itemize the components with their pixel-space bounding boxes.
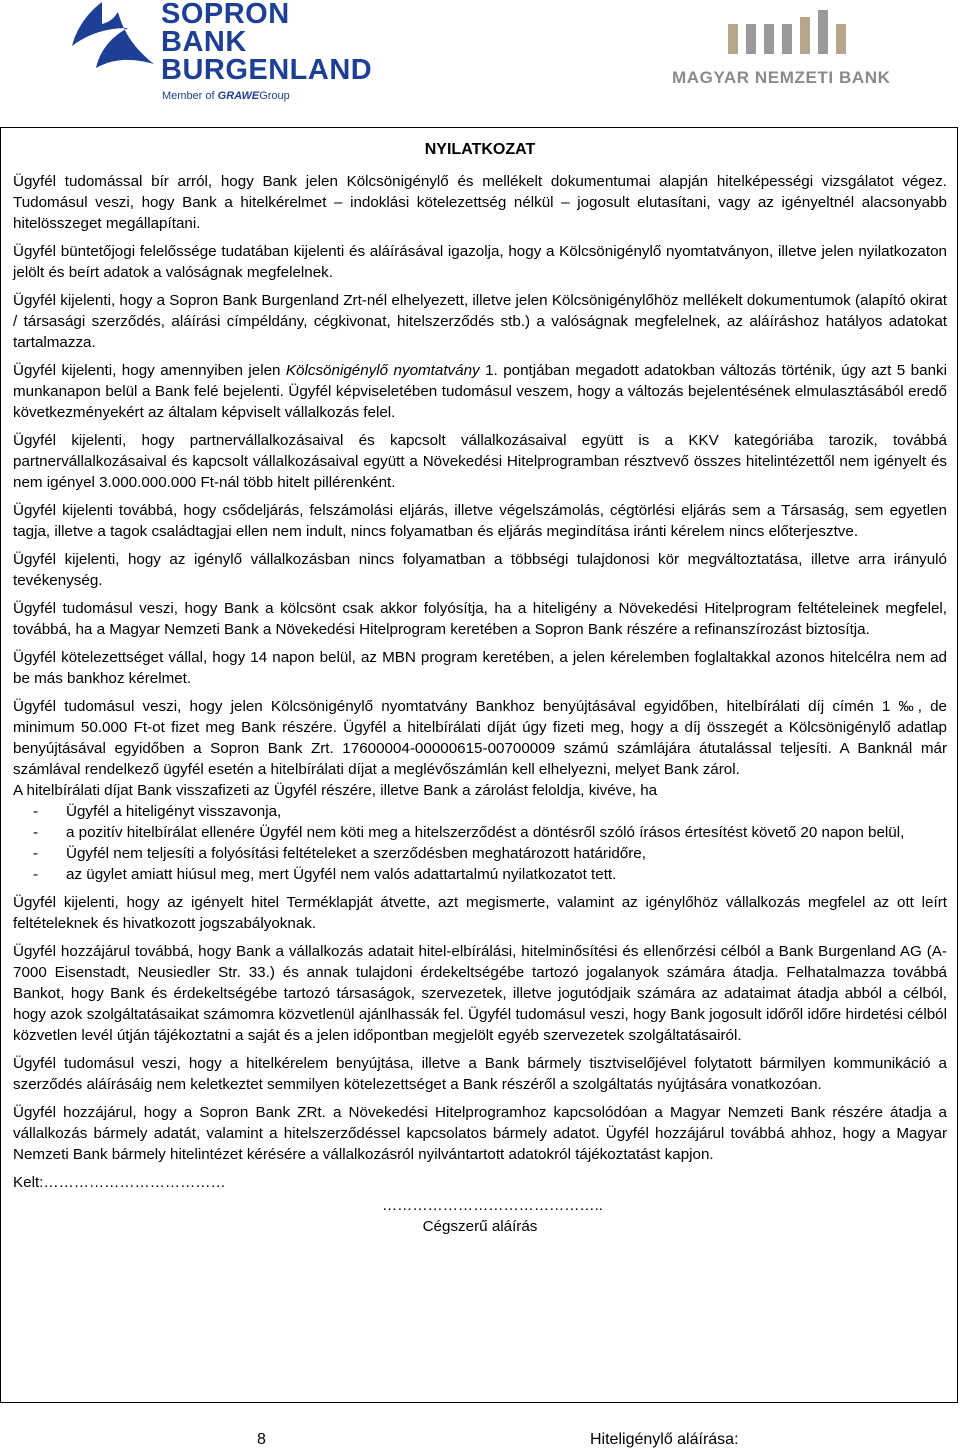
paragraph-product-sheet: Ügyfél kijelenti, hogy az igényelt hitel Terméklapját átvette, azt megismerte, valamint az igénylőhöz vállalkozás megfelel az ott leírt feltételeknek és hivatkozott jogszabályoknak.: [13, 894, 947, 932]
sopron-bank-wordmark: [161, 0, 372, 84]
bullet-dash: -: [33, 845, 39, 862]
logo-line-sopron: SOPRON: [161, 0, 290, 30]
mnb-wordmark: MAGYAR NEMZETI BANK: [672, 68, 891, 87]
mnb-columns-icon: [728, 10, 860, 54]
paragraph-criminal-liability: Ügyfél büntetőjogi felelőssége tudatában kijelenti és aláírásával igazolja, hogy a Kölcsönigénylő nyomtatványon, illetve jelen nyilatkozaton jelölt és beírt adatok a valóságnak megfelelnek.: [13, 243, 947, 281]
date-place-field: Kelt:………………………………: [13, 1174, 226, 1191]
document-title: NYILATKOZAT: [424, 141, 536, 158]
list-item: [13, 801, 947, 822]
exception-text: az ügylet amiatt hiúsul meg, mert Ügyfél nem valós adattartalmú nyilatkozatot tett.: [66, 866, 617, 883]
bullet-dash: -: [33, 866, 39, 883]
signature-line: ……………………………………..: [381, 1197, 604, 1214]
logo-line-burgenland: BURGENLAND: [161, 54, 373, 86]
exception-text: a pozitív hitelbírálat ellenére Ügyfél nem köti meg a hitelszerződést a döntésről szóló írásos értesítést követő 20 napon belül,: [66, 824, 905, 841]
paragraph-fee-refund: A hitelbírálati díjat Bank visszafizeti az Ügyfél részére, illetve Bank a zárolást feloldja, kivéve, ha: [13, 782, 658, 799]
paragraph-kkv-category: Ügyfél kijelenti, hogy partnervállalkozásaival és kapcsolt vállalkozásaival együtt is a KKV kategóriába tarozik, továbbá partnervállalkozásaival és kapcsolt vállalkozásaival együtt a Növekedési Hitelprogramban résztvevő összes hitelintézettől nem igényelt és nem igényel 3.000.000.000 Ft-nál több hitelt pillérenként.: [13, 432, 947, 491]
paragraph-data-transfer: Ügyfél hozzájárul továbbá, hogy Bank a vállalkozás adatait hitel-elbírálási, hitelminősítési és ellenőrzési célból a Bank Burgenland AG (A-7000 Eisenstadt, Neusiedler Str. 33.) és annak tulajdoni érdekeltségébe tartozó jogalanyok számára átadja. Felhatalmazza továbbá Bankot, hogy Bank és érdekeltségébe tartozó társaságok, szervezetek, illetve jogutódjaik számára az adataimat átadja abból a célból, hogy azok szolgáltatásaikat számomra közvetlenül ajánlhassák fel. Ügyfél tudomásul veszi, hogy Bank jogosult időről időre hirdetési célból közvetlen levél útján tájékoztatni a saját és a jelen időpontban megjelölt egyéb szervezetek szolgáltatásairól.: [13, 943, 947, 1044]
company-signature-label: Cégszerű aláírás: [422, 1218, 538, 1235]
exception-text: Ügyfél nem teljesíti a folyósítási feltételeket a szerződésben meghatározott határidőre,: [66, 845, 646, 862]
paragraph-insolvency: Ügyfél kijelenti továbbá, hogy csődeljárás, felszámolási eljárás, illetve végelszámolás, cégtörlési eljárás sem a Társaság, sem egyetlen tagja, illetve a tagok családtagjai ellen nem indult, nincs folyamatban és eljárás megindítása iránti kérelem nincs előterjesztve.: [13, 502, 947, 540]
list-item: [13, 864, 947, 885]
member-group: GRAWE: [217, 90, 260, 102]
declaration-body: [13, 171, 947, 1237]
list-item: [13, 843, 947, 864]
paragraph-change-notification-part1: Ügyfél kijelenti, hogy amennyiben jelen: [13, 362, 286, 379]
bullet-dash: -: [33, 824, 39, 841]
member-prefix: Member of: [162, 90, 215, 102]
paragraph-assessment-fee: Ügyfél tudomásul veszi, hogy jelen Kölcsönigénylő nyomtatvány Bankhoz benyújtásával egyidőben, hitelbírálati díj címén 1 ‰, de minimum 50.000 Ft-ot fizet meg Bank részére. Ügyfél a hitelbírálati díját úgy fizeti meg, hogy a díj összegét a Kölcsönigénylő adatlap benyújtásával egyidőben a Sopron Bank Zrt. 17600004-00000615-00700009 számú számlájára átutalással teljesíti. A Banknál már számlával rendelkező ügyfél esetén a hitelbírálati díjat a meglévőszámlán kell elhelyezni, melyet Bank zárol.: [13, 698, 947, 778]
paragraph-change-notification: [13, 360, 947, 423]
member-suffix: Group: [259, 90, 290, 102]
paragraph-creditworthiness: Ügyfél tudomással bír arról, hogy Bank jelen Kölcsönigénylő és mellékelt dokumentumai alapján hitelképességi vizsgálatot végez. Tudomásul veszi, hogy Bank a hitelkérelmet – indoklási kötelezettség nélkül – jogosult elutasítani, vagy az igényeltnél alacsonyabb hitelösszeget megállapítani.: [13, 173, 947, 232]
exception-text: Ügyfél a hiteligényt visszavonja,: [66, 803, 282, 820]
paragraph-mbn-program: Ügyfél kötelezettséget vállal, hogy 14 napon belül, az MBN program keretében, a jelen kérelemben foglaltakkal azonos hitelcélra nem ad be más bankhoz kérelmet.: [13, 649, 947, 687]
paragraph-no-obligation: Ügyfél tudomásul veszi, hogy a hitelkérelem benyújtása, illetve a Bank bármely tisztviselőjével folytatott bármilyen kommunikáció a szerződés aláírásáig nem keletkeztet semmilyen kötelezettséget a Bank részéről a szolgáltatás nyújtására vonatkozóan.: [13, 1055, 947, 1093]
paragraph-documents: Ügyfél kijelenti, hogy a Sopron Bank Burgenland Zrt-nél elhelyezett, illetve jelen Kölcsönigénylőhöz mellékelt dokumentumok (alapító okirat / társasági szerződés, aláírási címpéldány, cégkivonat, hitelszerződés stb.) a valóságnak megfelelnek, az aláíráshoz hatályos adatokat tartalmazza.: [13, 292, 947, 351]
paragraph-disbursement: Ügyfél tudomásul veszi, hogy Bank a kölcsönt csak akkor folyósítja, ha a hiteligény a Növekedési Hitelprogram feltételeinek megfelel, továbbá, ha a Magyar Nemzeti Bank a Növekedési Hitelprogram keretében a Sopron Bank részére a refinanszírozást biztosítja.: [13, 600, 947, 638]
applicant-signature-label: Hiteligénylő aláírása:: [590, 1431, 739, 1448]
bullet-dash: -: [33, 803, 39, 820]
logo-line-bank: BANK: [161, 26, 247, 58]
page-number: 8: [257, 1431, 266, 1448]
paragraph-ownership: Ügyfél kijelenti, hogy az igénylő vállalkozásban nincs folyamatban a többségi tulajdonosi kör megváltoztatása, illetve arra irányuló tevékenység.: [13, 551, 947, 589]
magyar-nemzeti-bank-logo: [670, 10, 920, 90]
list-item: [13, 822, 947, 843]
paragraph-mnb-data-consent: Ügyfél hozzájárul, hogy a Sopron Bank ZRt. a Növekedési Hitelprogramhoz kapcsolódóan a Magyar Nemzeti Bank részére átadja a vállalkozás bármely adatát, valamint a hitelszerződéssel kapcsolatos bármely adatot. Ügyfél hozzájárul továbbá ahhoz, hogy a Magyar Nemzeti Bank bármely hitelintézet kérésére a vállalkozásról nyilvántartott adatokról tájékoztatást kapjon.: [13, 1104, 947, 1163]
sopron-bank-burgenland-logo: [66, 0, 386, 105]
paragraph-change-notification-part2: 1. pontjában megadott adatokban változás történik, úgy azt 5 banki munkanapon belül a Bank felé bejelenti. Ügyfél képviseletében tudomásul veszem, hogy a változás bejelentésének elmulasztásából eredő következményekért az általam képviselt vállalkozás felel.: [13, 362, 947, 421]
refund-exceptions-list: [13, 801, 947, 885]
member-of-grawe: [162, 90, 290, 102]
sopron-bank-swoosh-icon: [66, 0, 161, 95]
kolcsonigenylo-nyomtatvany-italic: Kölcsönigénylő nyomtatvány: [285, 362, 480, 379]
